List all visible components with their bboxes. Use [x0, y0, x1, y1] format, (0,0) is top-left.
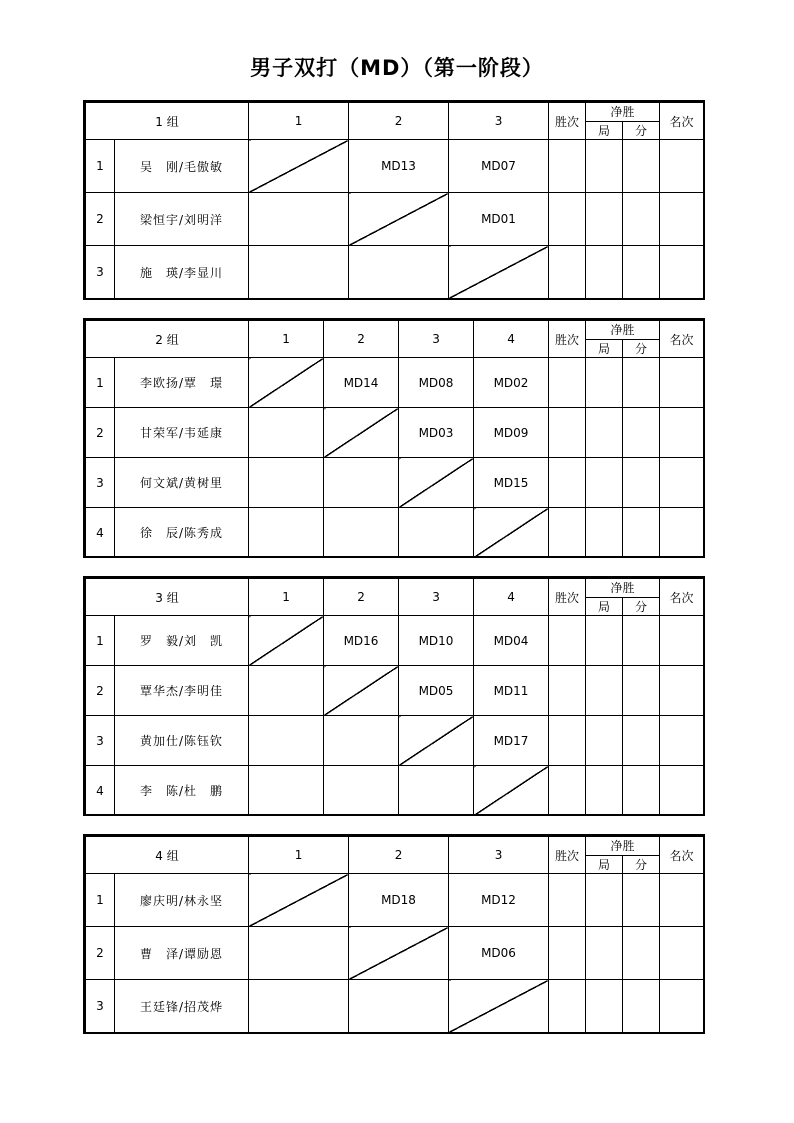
match-cell: MD12	[449, 874, 549, 927]
diagonal-cell	[449, 980, 549, 1033]
rank-cell	[660, 246, 704, 299]
match-cell: MD08	[399, 358, 474, 408]
col-header: 1	[249, 321, 324, 358]
wins-cell	[549, 458, 586, 508]
page-title: 男子双打（MD）（第一阶段）	[250, 56, 544, 80]
match-cell: MD06	[449, 927, 549, 980]
wins-header: 胜次	[549, 579, 586, 616]
games-label: 局	[598, 599, 611, 614]
group-3-table	[83, 576, 705, 816]
match-cell: MD01	[449, 193, 549, 246]
points-cell	[623, 874, 660, 927]
net-header	[586, 837, 660, 874]
rank-cell	[660, 874, 704, 927]
match-cell: MD07	[449, 140, 549, 193]
wins-cell	[549, 716, 586, 766]
player-name: 何文斌/黄树里	[115, 458, 249, 508]
col-header: 1	[249, 579, 324, 616]
points-cell	[623, 716, 660, 766]
rank-cell	[660, 408, 704, 458]
wins-cell	[549, 193, 586, 246]
games-cell	[586, 766, 623, 816]
rank-header: 名次	[660, 837, 704, 874]
col-header: 3	[449, 837, 549, 874]
player-name: 施 瑛/李显川	[115, 246, 249, 299]
games-label: 局	[598, 857, 611, 872]
wins-cell	[549, 508, 586, 558]
match-cell	[249, 766, 324, 816]
player-no: 1	[86, 140, 115, 193]
match-cell	[399, 766, 474, 816]
wins-cell	[549, 246, 586, 299]
player-name: 李欧扬/覃 璟	[115, 358, 249, 408]
col-header: 1	[249, 103, 349, 140]
wins-cell	[549, 766, 586, 816]
match-cell: MD14	[324, 358, 399, 408]
diagonal-cell	[474, 508, 549, 558]
diagonal-cell	[349, 193, 449, 246]
match-cell: MD05	[399, 666, 474, 716]
diagonal-cell	[324, 408, 399, 458]
player-name: 徐 辰/陈秀成	[115, 508, 249, 558]
match-cell	[249, 927, 349, 980]
games-cell	[586, 980, 623, 1033]
wins-header: 胜次	[549, 103, 586, 140]
match-cell	[249, 458, 324, 508]
group-label: 4 组	[86, 837, 249, 874]
diagonal-cell	[399, 716, 474, 766]
player-name: 吴 刚/毛傲敏	[115, 140, 249, 193]
match-cell	[324, 716, 399, 766]
rank-cell	[660, 358, 704, 408]
rank-cell	[660, 458, 704, 508]
games-cell	[586, 246, 623, 299]
wins-cell	[549, 980, 586, 1033]
games-cell	[586, 874, 623, 927]
col-header: 4	[474, 321, 549, 358]
wins-cell	[549, 616, 586, 666]
match-cell	[249, 716, 324, 766]
group-2-table	[83, 318, 705, 558]
player-name: 王廷锋/招茂烨	[115, 980, 249, 1033]
rank-cell	[660, 616, 704, 666]
points-label: 分	[622, 598, 659, 616]
diagonal-cell	[399, 458, 474, 508]
match-cell	[249, 193, 349, 246]
points-cell	[623, 616, 660, 666]
player-name: 廖庆明/林永坚	[115, 874, 249, 927]
net-header	[586, 579, 660, 616]
rank-cell	[660, 508, 704, 558]
match-cell: MD11	[474, 666, 549, 716]
games-label: 局	[598, 123, 611, 138]
diagonal-cell	[324, 666, 399, 716]
player-no: 2	[86, 666, 115, 716]
net-header	[586, 321, 660, 358]
player-no: 2	[86, 193, 115, 246]
match-cell	[399, 508, 474, 558]
rank-cell	[660, 193, 704, 246]
games-cell	[586, 458, 623, 508]
games-cell	[586, 666, 623, 716]
games-cell	[586, 408, 623, 458]
wins-header: 胜次	[549, 837, 586, 874]
diagonal-cell	[249, 616, 324, 666]
match-cell	[324, 766, 399, 816]
rank-cell	[660, 927, 704, 980]
points-cell	[623, 666, 660, 716]
group-label: 2 组	[86, 321, 249, 358]
net-label: 净胜	[586, 321, 659, 340]
diagonal-cell	[474, 766, 549, 816]
games-cell	[586, 140, 623, 193]
games-cell	[586, 508, 623, 558]
match-cell: MD10	[399, 616, 474, 666]
match-cell: MD02	[474, 358, 549, 408]
points-label: 分	[622, 122, 659, 140]
net-header	[586, 103, 660, 140]
diagonal-cell	[249, 140, 349, 193]
net-label: 净胜	[586, 837, 659, 856]
net-label: 净胜	[586, 579, 659, 598]
games-label: 局	[598, 341, 611, 356]
col-header: 3	[449, 103, 549, 140]
match-cell: MD17	[474, 716, 549, 766]
match-cell	[249, 408, 324, 458]
col-header: 4	[474, 579, 549, 616]
col-header: 1	[249, 837, 349, 874]
points-cell	[623, 358, 660, 408]
col-header: 2	[324, 579, 399, 616]
player-no: 1	[86, 358, 115, 408]
wins-cell	[549, 874, 586, 927]
rank-cell	[660, 766, 704, 816]
match-cell	[249, 246, 349, 299]
rank-cell	[660, 716, 704, 766]
match-cell	[249, 666, 324, 716]
rank-header: 名次	[660, 321, 704, 358]
wins-cell	[549, 140, 586, 193]
player-no: 2	[86, 927, 115, 980]
match-cell	[349, 246, 449, 299]
player-no: 4	[86, 508, 115, 558]
match-cell	[349, 980, 449, 1033]
player-no: 3	[86, 458, 115, 508]
player-no: 2	[86, 408, 115, 458]
col-header: 2	[349, 837, 449, 874]
net-label: 净胜	[586, 103, 659, 122]
player-no: 1	[86, 874, 115, 927]
player-name: 梁恒宇/刘明洋	[115, 193, 249, 246]
group-label: 3 组	[86, 579, 249, 616]
player-name: 曹 泽/谭励恩	[115, 927, 249, 980]
rank-header: 名次	[660, 579, 704, 616]
player-no: 3	[86, 246, 115, 299]
diagonal-cell	[349, 927, 449, 980]
games-cell	[586, 616, 623, 666]
games-cell	[586, 716, 623, 766]
group-label: 1 组	[86, 103, 249, 140]
wins-cell	[549, 666, 586, 716]
games-cell	[586, 358, 623, 408]
rank-cell	[660, 980, 704, 1033]
match-cell: MD16	[324, 616, 399, 666]
match-cell	[324, 508, 399, 558]
diagonal-cell	[449, 246, 549, 299]
rank-header: 名次	[660, 103, 704, 140]
player-no: 4	[86, 766, 115, 816]
col-header: 2	[349, 103, 449, 140]
points-label: 分	[622, 856, 659, 874]
points-cell	[623, 246, 660, 299]
match-cell	[249, 508, 324, 558]
wins-cell	[549, 927, 586, 980]
player-no: 1	[86, 616, 115, 666]
match-cell: MD09	[474, 408, 549, 458]
points-cell	[623, 927, 660, 980]
player-name: 覃华杰/李明佳	[115, 666, 249, 716]
col-header: 2	[324, 321, 399, 358]
match-cell: MD15	[474, 458, 549, 508]
diagonal-cell	[249, 874, 349, 927]
games-cell	[586, 927, 623, 980]
rank-cell	[660, 666, 704, 716]
match-cell: MD18	[349, 874, 449, 927]
rank-cell	[660, 140, 704, 193]
wins-cell	[549, 358, 586, 408]
points-label: 分	[622, 340, 659, 358]
points-cell	[623, 508, 660, 558]
points-cell	[623, 980, 660, 1033]
wins-cell	[549, 408, 586, 458]
match-cell	[324, 458, 399, 508]
col-header: 3	[399, 579, 474, 616]
player-name: 李 陈/杜 鹏	[115, 766, 249, 816]
col-header: 3	[399, 321, 474, 358]
player-name: 罗 毅/刘 凯	[115, 616, 249, 666]
points-cell	[623, 193, 660, 246]
points-cell	[623, 766, 660, 816]
points-cell	[623, 140, 660, 193]
match-cell	[249, 980, 349, 1033]
player-name: 黄加仕/陈钰钦	[115, 716, 249, 766]
points-cell	[623, 458, 660, 508]
group-1-table	[83, 100, 705, 300]
diagonal-cell	[249, 358, 324, 408]
games-cell	[586, 193, 623, 246]
wins-header: 胜次	[549, 321, 586, 358]
match-cell: MD03	[399, 408, 474, 458]
match-cell: MD04	[474, 616, 549, 666]
player-no: 3	[86, 980, 115, 1033]
points-cell	[623, 408, 660, 458]
player-name: 甘荣军/韦延康	[115, 408, 249, 458]
match-cell: MD13	[349, 140, 449, 193]
player-no: 3	[86, 716, 115, 766]
group-4-table	[83, 834, 705, 1034]
